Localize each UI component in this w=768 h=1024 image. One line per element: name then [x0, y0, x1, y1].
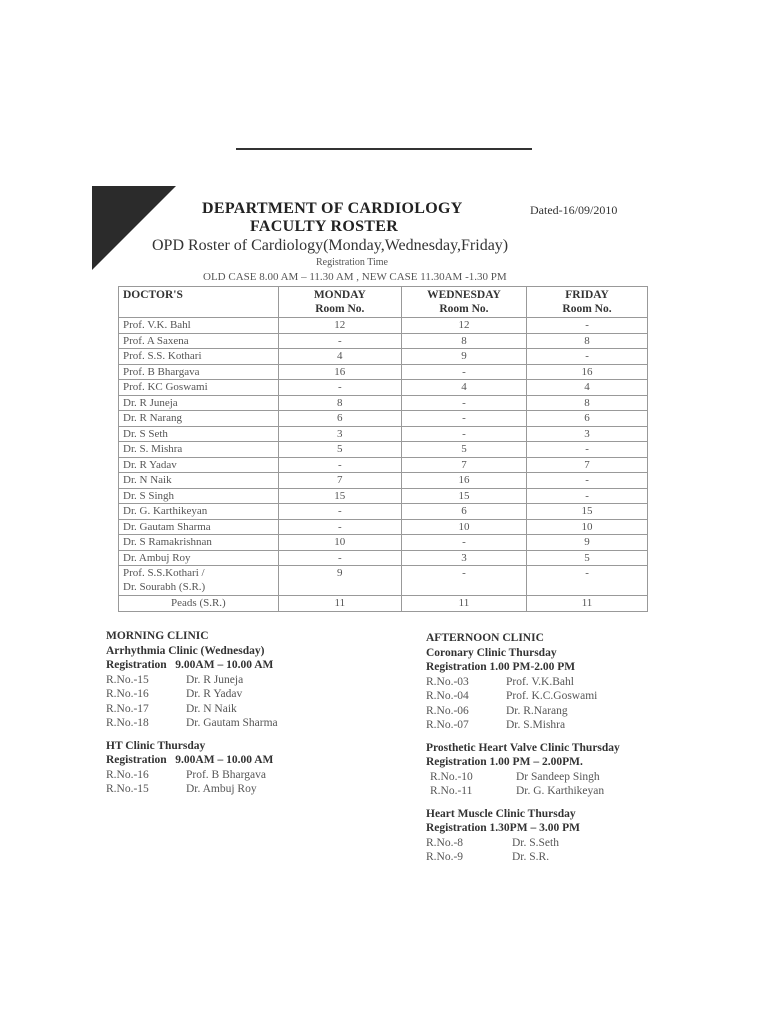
doctor-name: Dr. S Singh	[119, 488, 279, 504]
table-row	[119, 318, 648, 334]
monday-room: -	[278, 333, 401, 349]
wednesday-room: -	[401, 535, 526, 551]
doctor-name	[119, 566, 279, 596]
table-row	[119, 535, 648, 551]
monday-room: -	[278, 519, 401, 535]
clinic-doctor: Dr. S.R.	[512, 851, 550, 863]
monday-room: 5	[278, 442, 401, 458]
friday-room: -	[527, 349, 648, 365]
monday-room: 4	[278, 349, 401, 365]
table-row-peads	[119, 596, 648, 612]
doctor-name: Prof. V.K. Bahl	[119, 318, 279, 334]
clinic-doctor: Prof. B Bhargava	[186, 768, 266, 781]
table-row	[119, 349, 648, 365]
doctor-name: Dr. S. Mishra	[119, 442, 279, 458]
doctor-name: Dr. R Yadav	[119, 457, 279, 473]
friday-room: 3	[527, 426, 648, 442]
monday-room: 15	[278, 488, 401, 504]
doctor-name: Dr. S Ramakrishnan	[119, 535, 279, 551]
monday-room: 12	[278, 318, 401, 334]
table-row	[119, 380, 648, 396]
friday-room: 4	[527, 380, 648, 396]
clinic-doctor: Dr. G. Karthikeyan	[516, 785, 605, 797]
table-row	[119, 504, 648, 520]
room-number: R.No.-15	[106, 673, 149, 686]
registration-time-label: Registration Time	[316, 257, 388, 268]
corner-mark	[92, 186, 176, 270]
header-friday	[527, 287, 648, 318]
wednesday-room: 10	[401, 519, 526, 535]
wednesday-room: -	[401, 566, 526, 596]
list-item	[106, 687, 278, 702]
doctor-name: Dr. Gautam Sharma	[119, 519, 279, 535]
wednesday-room: 3	[401, 550, 526, 566]
wednesday-room: 9	[401, 349, 526, 365]
doctor-name: Prof. S.S. Kothari	[119, 349, 279, 365]
coronary-clinic-title: Coronary Clinic Thursday	[426, 646, 557, 659]
table-row	[119, 488, 648, 504]
wednesday-room: 5	[401, 442, 526, 458]
friday-room: 10	[527, 519, 648, 535]
clinic-doctor: Dr. S.Mishra	[506, 719, 566, 731]
monday-room: 9	[278, 566, 401, 596]
doctor-name: Dr. G. Karthikeyan	[119, 504, 279, 520]
clinic-doctor: Dr. Ambuj Roy	[186, 783, 257, 795]
list-item	[426, 704, 620, 719]
table-row	[119, 550, 648, 566]
wednesday-room: 7	[401, 457, 526, 473]
list-item	[426, 784, 620, 799]
friday-room: 7	[527, 457, 648, 473]
header-friday-label: FRIDAY	[565, 289, 609, 301]
room-number: R.No.-15	[106, 783, 149, 795]
list-item	[426, 770, 620, 785]
clinic-doctor: Dr. R Juneja	[186, 673, 244, 686]
ht-clinic-title: HT Clinic Thursday	[106, 739, 206, 752]
friday-room: 8	[527, 333, 648, 349]
wednesday-room: -	[401, 364, 526, 380]
wednesday-room: -	[401, 411, 526, 427]
room-number: R.No.-10	[430, 770, 473, 783]
room-number: R.No.-8	[426, 836, 464, 849]
arrhythmia-registration: Registration 9.00AM – 10.00 AM	[106, 659, 274, 671]
doctor-name: Dr. S Seth	[119, 426, 279, 442]
table-row	[119, 566, 648, 596]
heart-muscle-registration: Registration 1.30PM – 3.00 PM	[426, 822, 580, 834]
monday-room: -	[278, 550, 401, 566]
header-monday-sub: Room No.	[315, 303, 365, 315]
friday-room: -	[527, 488, 648, 504]
header-wednesday-sub: Room No.	[439, 303, 489, 315]
coronary-registration: Registration 1.00 PM-2.00 PM	[426, 661, 576, 673]
room-number: R.No.-16	[106, 768, 149, 781]
timing-text: OLD CASE 8.00 AM – 11.30 AM , NEW CASE 11.30AM -1.30 PM	[203, 271, 507, 283]
monday-room: 6	[278, 411, 401, 427]
table-row	[119, 442, 648, 458]
list-item	[426, 718, 620, 733]
header-wednesday	[401, 287, 526, 318]
header-doctors-label: DOCTOR'S	[123, 289, 183, 301]
table-header-row	[119, 287, 648, 318]
clinic-doctor: Prof. V.K.Bahl	[506, 675, 574, 688]
list-item	[106, 768, 278, 783]
friday-room: 9	[527, 535, 648, 551]
table-row	[119, 473, 648, 489]
friday-room: -	[527, 318, 648, 334]
wednesday-room: 12	[401, 318, 526, 334]
clinic-doctor: Dr. Gautam Sharma	[186, 717, 278, 729]
morning-clinic-heading: MORNING CLINIC	[106, 630, 209, 642]
room-number: R.No.-11	[430, 785, 473, 797]
department-title: DEPARTMENT OF CARDIOLOGY	[202, 200, 463, 217]
friday-room: -	[527, 473, 648, 489]
opd-roster-title: OPD Roster of Cardiology(Monday,Wednesday,Friday)	[152, 237, 509, 254]
clinic-doctor: Dr. R Yadav	[186, 688, 243, 700]
doctor-name-line1: Prof. S.S.Kothari /	[123, 567, 205, 579]
table-row	[119, 411, 648, 427]
doctor-name: Dr. R Narang	[119, 411, 279, 427]
doctor-name: Dr. N Naik	[119, 473, 279, 489]
room-number: R.No.-9	[426, 851, 464, 863]
list-item	[426, 675, 620, 690]
wednesday-room: 8	[401, 333, 526, 349]
prosthetic-valve-clinic-title: Prosthetic Heart Valve Clinic Thursday	[426, 741, 620, 754]
doctor-name-line2: Dr. Sourabh (S.R.)	[123, 581, 206, 593]
heart-muscle-clinic-title: Heart Muscle Clinic Thursday	[426, 807, 576, 820]
clinic-doctor: Dr. N Naik	[186, 702, 237, 715]
monday-room: 7	[278, 473, 401, 489]
monday-room: -	[278, 504, 401, 520]
list-item	[426, 850, 620, 865]
monday-room: 11	[278, 596, 401, 612]
roster-subtitle: FACULTY ROSTER	[250, 218, 399, 235]
friday-room: 5	[527, 550, 648, 566]
friday-room: 6	[527, 411, 648, 427]
doctor-name: Prof. KC Goswami	[119, 380, 279, 396]
header-monday	[278, 287, 401, 318]
list-item	[106, 782, 278, 797]
monday-room: 16	[278, 364, 401, 380]
table-row	[119, 457, 648, 473]
list-item	[426, 689, 620, 704]
wednesday-room: -	[401, 426, 526, 442]
friday-room: 15	[527, 504, 648, 520]
monday-room: 3	[278, 426, 401, 442]
room-number: R.No.-16	[106, 688, 149, 700]
header-wednesday-label: WEDNESDAY	[427, 289, 501, 301]
room-number: R.No.-07	[426, 719, 469, 731]
table-row	[119, 395, 648, 411]
wednesday-room: -	[401, 395, 526, 411]
doctor-name: Prof. A Saxena	[119, 333, 279, 349]
room-number: R.No.-04	[426, 690, 469, 702]
list-item	[106, 702, 278, 717]
morning-clinic-section	[106, 629, 278, 797]
list-item	[426, 836, 620, 851]
monday-room: -	[278, 457, 401, 473]
table-row	[119, 333, 648, 349]
ht-registration: Registration 9.00AM – 10.00 AM	[106, 754, 274, 766]
table-row	[119, 426, 648, 442]
doctor-name: Prof. B Bhargava	[119, 364, 279, 380]
wednesday-room: 16	[401, 473, 526, 489]
top-rule	[236, 148, 532, 150]
table-row	[119, 519, 648, 535]
monday-room: 10	[278, 535, 401, 551]
wednesday-room: 15	[401, 488, 526, 504]
prosthetic-registration: Registration 1.00 PM – 2.00PM.	[426, 756, 583, 768]
room-number: R.No.-06	[426, 704, 469, 717]
room-number: R.No.-03	[426, 675, 469, 688]
dated-label: Dated-16/09/2010	[530, 203, 618, 217]
header-doctors	[119, 287, 279, 318]
clinic-doctor: Dr Sandeep Singh	[516, 770, 600, 783]
roster-table	[118, 286, 648, 612]
room-number: R.No.-18	[106, 717, 149, 729]
list-item	[106, 673, 278, 688]
list-item	[106, 716, 278, 731]
doctor-name: Dr. R Juneja	[119, 395, 279, 411]
monday-room: -	[278, 380, 401, 396]
monday-room: 8	[278, 395, 401, 411]
friday-room: 16	[527, 364, 648, 380]
doctor-name: Peads (S.R.)	[119, 596, 279, 612]
afternoon-clinic-section	[426, 631, 620, 865]
wednesday-room: 11	[401, 596, 526, 612]
friday-room: -	[527, 566, 648, 596]
wednesday-room: 6	[401, 504, 526, 520]
doctor-name: Dr. Ambuj Roy	[119, 550, 279, 566]
room-number: R.No.-17	[106, 702, 149, 715]
friday-room: 11	[527, 596, 648, 612]
table-row	[119, 364, 648, 380]
arrhythmia-clinic-title: Arrhythmia Clinic (Wednesday)	[106, 644, 265, 657]
afternoon-clinic-heading: AFTERNOON CLINIC	[426, 632, 544, 644]
friday-room: 8	[527, 395, 648, 411]
header-monday-label: MONDAY	[313, 289, 366, 301]
friday-room: -	[527, 442, 648, 458]
header-friday-sub: Room No.	[562, 303, 612, 315]
clinic-doctor: Dr. R.Narang	[506, 704, 568, 717]
clinic-doctor: Prof. K.C.Goswami	[506, 690, 598, 702]
wednesday-room: 4	[401, 380, 526, 396]
clinic-doctor: Dr. S.Seth	[512, 836, 559, 849]
